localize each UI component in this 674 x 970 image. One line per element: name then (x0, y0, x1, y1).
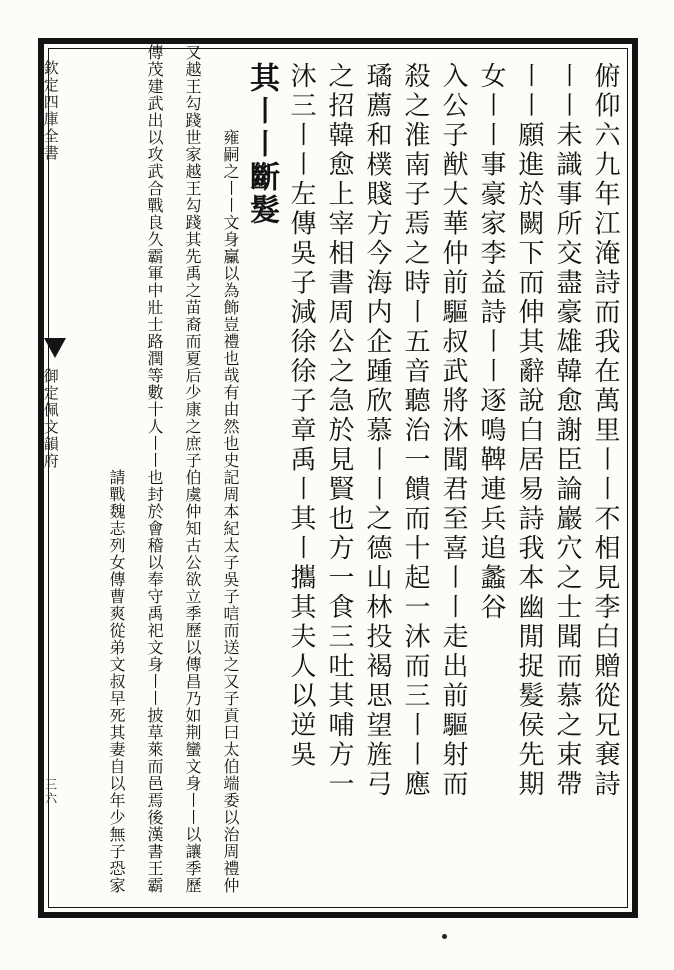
text-column: 之招韓愈上宰相書周公之急於見賢也方一食三吐其哺方一 (324, 62, 354, 800)
commentary-line: 伯虞仲知古公欲立季歷以傳昌乃如荆蠻文身〡〡以讓季歷 (183, 469, 202, 894)
banxin-section-title: 御定佩文韻府 (41, 368, 60, 470)
commentary-line: 又越王勾踐世家越王勾踐其先禹之苗裔而夏后少康之庶子 (183, 44, 202, 469)
commentary-column (86, 60, 124, 894)
commentary-column (200, 60, 238, 894)
main-text-area (52, 44, 624, 904)
commentary-column (124, 44, 164, 894)
page-mark-dot (442, 934, 447, 939)
text-column: 〡〡未識事所交盡豪雄韓愈謝臣論巖穴之士聞而慕之束帶 (552, 62, 582, 800)
entry-headword-column: 其〡〡斷髮 (244, 62, 279, 227)
text-column: 沐三〡〡左傳吳子減徐徐子章禹〡其〡攜其夫人以逆吳 (286, 62, 316, 770)
commentary-column (162, 44, 202, 894)
text-column: 女〡〡事豪家李益詩〡〡逐鳴鞞連兵追蠡谷 (476, 62, 506, 623)
text-column: 璚薦和樸賤方今海内企踵欣慕〡〡之德山林投褐思望旌弓 (362, 62, 392, 800)
fold-line (38, 38, 39, 918)
text-column: 俯仰六九年江淹詩而我在萬里〡〡不相見李白贈從兄㐮詩 (590, 62, 620, 800)
text-column: 入公子猷大華仲前驅叔武將沐聞君至喜〡〡走出前驅射而 (438, 62, 468, 800)
text-column: 〡〡願進於闕下而伸其辭說白居易詩我本幽閒捉髮侯先期 (514, 62, 544, 800)
commentary-line: 雍嗣之〡〡文身臝以為飾豈禮也哉有由然也史記周本紀太 (221, 129, 240, 554)
commentary-line: 傳茂建武出以攻武合戰良久霸軍中壯士路潤等數十人〡〡 (145, 44, 164, 469)
commentary-line: 請戰魏志列女傳曹爽從弟文叔早死其妻自以年少無子恐家 (107, 469, 126, 894)
commentary-line: 也封於會稽以奉守禹祀文身〡〡披草萊而邑焉後漢書王霸 (145, 469, 164, 894)
banxin-page-number: 三六 (43, 778, 58, 806)
commentary-line (105, 450, 124, 469)
commentary-line: 子吳子唁而送之又子貢曰太伯端委以治周禮仲 (221, 554, 240, 894)
text-column: 殺之淮南子焉之時〡五音聽治一饋而十起一沐而三〡〡應 (400, 62, 430, 800)
banxin-book-title: 欽定四庫全書 (41, 60, 60, 162)
